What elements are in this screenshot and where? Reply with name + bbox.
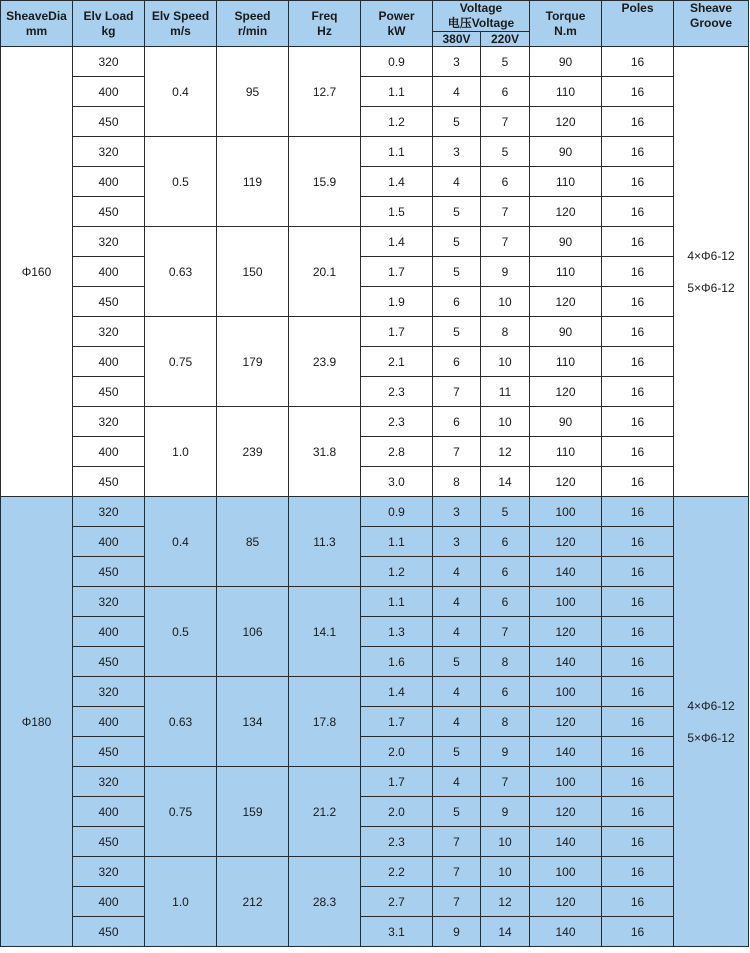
torque-cell: 120: [530, 527, 602, 557]
voltage-220-cell: 10: [481, 857, 530, 887]
voltage-380-cell: 6: [433, 347, 481, 377]
torque-cell: 120: [530, 107, 602, 137]
elv-load-cell: 320: [73, 497, 145, 527]
freq-cell: 15.9: [289, 137, 361, 227]
header-unit: m/s: [170, 23, 191, 38]
header-label-cn: 电压Voltage: [447, 16, 515, 30]
elv-load-cell: 450: [73, 737, 145, 767]
voltage-380-cell: 4: [433, 77, 481, 107]
freq-cell: 28.3: [289, 857, 361, 947]
elv-load-cell: 400: [73, 617, 145, 647]
torque-cell: 90: [530, 407, 602, 437]
table-row: [1, 227, 749, 257]
table-row: [1, 827, 749, 857]
elv-speed-cell: 1.0: [145, 857, 217, 947]
voltage-380-cell: 7: [433, 377, 481, 407]
header-label: Elv Load: [83, 8, 134, 23]
power-cell: 1.6: [361, 647, 433, 677]
torque-cell: 100: [530, 587, 602, 617]
header-220v: 220V: [481, 32, 530, 47]
torque-cell: 140: [530, 737, 602, 767]
table-row: [1, 587, 749, 617]
voltage-380-cell: 4: [433, 767, 481, 797]
voltage-220-cell: 7: [481, 767, 530, 797]
table-row: [1, 377, 749, 407]
voltage-380-cell: 6: [433, 287, 481, 317]
groove-spec: 4×Φ6-12: [687, 698, 735, 713]
elv-load-cell: 320: [73, 407, 145, 437]
table-row: [1, 767, 749, 797]
table-row: [1, 197, 749, 227]
torque-cell: 110: [530, 167, 602, 197]
poles-cell: 16: [602, 677, 674, 707]
torque-cell: 90: [530, 47, 602, 77]
poles-cell: 16: [602, 407, 674, 437]
header-freq: [289, 1, 361, 47]
poles-cell: 16: [602, 437, 674, 467]
header-elv-load: [73, 1, 145, 47]
header-voltage: [433, 1, 530, 32]
voltage-220-cell: 12: [481, 437, 530, 467]
voltage-220-cell: 6: [481, 167, 530, 197]
header-label: Freq: [311, 8, 338, 23]
speed-cell: 95: [217, 47, 289, 137]
power-cell: 0.9: [361, 497, 433, 527]
freq-cell: 17.8: [289, 677, 361, 767]
header-label: Speed: [234, 8, 271, 23]
power-cell: 2.0: [361, 797, 433, 827]
voltage-380-cell: 5: [433, 107, 481, 137]
table-row: [1, 917, 749, 947]
voltage-220-cell: 8: [481, 707, 530, 737]
header-label: Elv Speed: [151, 8, 210, 23]
voltage-380-cell: 5: [433, 647, 481, 677]
torque-cell: 120: [530, 377, 602, 407]
speed-cell: 106: [217, 587, 289, 677]
torque-cell: 120: [530, 797, 602, 827]
poles-cell: 16: [602, 767, 674, 797]
poles-cell: 16: [602, 497, 674, 527]
elv-load-cell: 320: [73, 677, 145, 707]
header-label: Voltage: [459, 1, 503, 15]
power-cell: 2.3: [361, 827, 433, 857]
voltage-380-cell: 5: [433, 797, 481, 827]
poles-cell: 16: [602, 467, 674, 497]
torque-cell: 120: [530, 887, 602, 917]
torque-cell: 90: [530, 227, 602, 257]
voltage-220-cell: 10: [481, 827, 530, 857]
elv-load-cell: 450: [73, 107, 145, 137]
speed-cell: 119: [217, 137, 289, 227]
torque-cell: 140: [530, 917, 602, 947]
voltage-220-cell: 7: [481, 197, 530, 227]
poles-cell: 16: [602, 77, 674, 107]
header-power: [361, 1, 433, 47]
speed-cell: 150: [217, 227, 289, 317]
freq-cell: 14.1: [289, 587, 361, 677]
freq-cell: 12.7: [289, 47, 361, 137]
elv-load-cell: 400: [73, 167, 145, 197]
freq-cell: 11.3: [289, 497, 361, 587]
elv-load-cell: 320: [73, 317, 145, 347]
elv-speed-cell: 1.0: [145, 407, 217, 497]
power-cell: 1.4: [361, 227, 433, 257]
table-row: [1, 467, 749, 497]
elv-speed-cell: 0.75: [145, 317, 217, 407]
poles-cell: 16: [602, 617, 674, 647]
sheave-groove-cell: [674, 47, 749, 497]
header-elv-speed: [145, 1, 217, 47]
table-row: [1, 557, 749, 587]
freq-cell: 31.8: [289, 407, 361, 497]
group-phi180: [1, 497, 749, 947]
power-cell: 1.4: [361, 677, 433, 707]
voltage-220-cell: 7: [481, 227, 530, 257]
elv-speed-cell: 0.4: [145, 497, 217, 587]
poles-cell: 16: [602, 737, 674, 767]
voltage-220-cell: 5: [481, 497, 530, 527]
power-cell: 1.3: [361, 617, 433, 647]
table-row: [1, 887, 749, 917]
voltage-220-cell: 6: [481, 77, 530, 107]
speed-cell: 179: [217, 317, 289, 407]
elv-load-cell: 450: [73, 467, 145, 497]
poles-cell: 16: [602, 227, 674, 257]
elv-load-cell: 450: [73, 647, 145, 677]
voltage-380-cell: 3: [433, 47, 481, 77]
speed-cell: 85: [217, 497, 289, 587]
power-cell: 1.1: [361, 527, 433, 557]
voltage-380-cell: 4: [433, 587, 481, 617]
power-cell: 2.8: [361, 437, 433, 467]
voltage-220-cell: 6: [481, 557, 530, 587]
elv-speed-cell: 0.63: [145, 677, 217, 767]
poles-cell: 16: [602, 197, 674, 227]
elv-load-cell: 320: [73, 227, 145, 257]
torque-cell: 100: [530, 497, 602, 527]
sheave-groove-cell: [674, 497, 749, 947]
torque-cell: 110: [530, 437, 602, 467]
table-row: [1, 347, 749, 377]
voltage-220-cell: 6: [481, 587, 530, 617]
voltage-220-cell: 10: [481, 287, 530, 317]
header-unit: Hz: [317, 23, 332, 38]
table-row: [1, 707, 749, 737]
elv-speed-cell: 0.4: [145, 47, 217, 137]
power-cell: 0.9: [361, 47, 433, 77]
table-row: [1, 527, 749, 557]
elv-load-cell: 320: [73, 137, 145, 167]
voltage-220-cell: 9: [481, 257, 530, 287]
header-poles: [602, 1, 674, 47]
elv-load-cell: 400: [73, 437, 145, 467]
voltage-220-cell: 9: [481, 797, 530, 827]
voltage-380-cell: 8: [433, 467, 481, 497]
voltage-380-cell: 5: [433, 227, 481, 257]
table-row: [1, 77, 749, 107]
elv-speed-cell: 0.75: [145, 767, 217, 857]
torque-cell: 100: [530, 857, 602, 887]
table-row: [1, 317, 749, 347]
power-cell: 1.7: [361, 257, 433, 287]
table-row: [1, 107, 749, 137]
table-row: [1, 857, 749, 887]
elv-load-cell: 320: [73, 857, 145, 887]
freq-cell: 21.2: [289, 767, 361, 857]
elv-speed-cell: 0.63: [145, 227, 217, 317]
torque-cell: 100: [530, 767, 602, 797]
torque-cell: 110: [530, 257, 602, 287]
table-row: [1, 257, 749, 287]
power-cell: 3.0: [361, 467, 433, 497]
torque-cell: 110: [530, 77, 602, 107]
torque-cell: 120: [530, 617, 602, 647]
speed-cell: 134: [217, 677, 289, 767]
voltage-220-cell: 10: [481, 347, 530, 377]
voltage-220-cell: 8: [481, 647, 530, 677]
elv-load-cell: 320: [73, 587, 145, 617]
voltage-220-cell: 5: [481, 47, 530, 77]
power-cell: 1.2: [361, 557, 433, 587]
elv-load-cell: 450: [73, 197, 145, 227]
elv-speed-cell: 0.5: [145, 587, 217, 677]
poles-cell: 16: [602, 257, 674, 287]
header-380v: 380V: [433, 32, 481, 47]
power-cell: 2.1: [361, 347, 433, 377]
header-unit: N.m: [554, 23, 577, 38]
table-row: [1, 137, 749, 167]
speed-cell: 159: [217, 767, 289, 857]
elv-load-cell: 400: [73, 257, 145, 287]
header-sheave-groove: [674, 1, 749, 47]
voltage-380-cell: 4: [433, 677, 481, 707]
elv-load-cell: 320: [73, 767, 145, 797]
torque-cell: 90: [530, 317, 602, 347]
header-unit: mm: [25, 23, 48, 38]
table-row: [1, 797, 749, 827]
voltage-380-cell: 6: [433, 407, 481, 437]
poles-cell: 16: [602, 857, 674, 887]
poles-cell: 16: [602, 707, 674, 737]
power-cell: 2.3: [361, 407, 433, 437]
table-row: [1, 647, 749, 677]
elv-load-cell: 450: [73, 287, 145, 317]
voltage-220-cell: 11: [481, 377, 530, 407]
speed-cell: 239: [217, 407, 289, 497]
poles-cell: 16: [602, 287, 674, 317]
voltage-380-cell: 3: [433, 137, 481, 167]
power-cell: 1.1: [361, 137, 433, 167]
header-label: Power: [378, 8, 415, 23]
torque-cell: 110: [530, 347, 602, 377]
power-cell: 2.7: [361, 887, 433, 917]
voltage-220-cell: 6: [481, 527, 530, 557]
voltage-380-cell: 4: [433, 167, 481, 197]
voltage-220-cell: 5: [481, 137, 530, 167]
torque-cell: 120: [530, 707, 602, 737]
sheave-dia-cell: Φ160: [1, 47, 73, 497]
voltage-380-cell: 9: [433, 917, 481, 947]
voltage-220-cell: 6: [481, 677, 530, 707]
table-row: [1, 677, 749, 707]
voltage-380-cell: 7: [433, 827, 481, 857]
power-cell: 2.0: [361, 737, 433, 767]
voltage-220-cell: 7: [481, 107, 530, 137]
power-cell: 1.1: [361, 77, 433, 107]
voltage-380-cell: 4: [433, 557, 481, 587]
torque-cell: 140: [530, 827, 602, 857]
elv-load-cell: 450: [73, 557, 145, 587]
elv-load-cell: 320: [73, 47, 145, 77]
power-cell: 1.7: [361, 707, 433, 737]
voltage-380-cell: 5: [433, 197, 481, 227]
header-label: SheaveDia: [6, 8, 67, 23]
elv-load-cell: 400: [73, 707, 145, 737]
power-cell: 3.1: [361, 917, 433, 947]
torque-cell: 120: [530, 467, 602, 497]
table-header: [1, 1, 749, 47]
freq-cell: 23.9: [289, 317, 361, 407]
elv-load-cell: 400: [73, 797, 145, 827]
header-sheave-dia: [1, 1, 73, 47]
voltage-220-cell: 7: [481, 617, 530, 647]
elv-load-cell: 450: [73, 917, 145, 947]
sheave-dia-cell: Φ180: [1, 497, 73, 947]
voltage-380-cell: 4: [433, 707, 481, 737]
groove-spec: 5×Φ6-12: [687, 730, 735, 745]
table-row: [1, 437, 749, 467]
elv-speed-cell: 0.5: [145, 137, 217, 227]
power-cell: 1.4: [361, 167, 433, 197]
header-torque: [530, 1, 602, 47]
voltage-220-cell: 10: [481, 407, 530, 437]
table-row: [1, 287, 749, 317]
poles-cell: 16: [602, 887, 674, 917]
poles-cell: 16: [602, 377, 674, 407]
power-cell: 1.5: [361, 197, 433, 227]
poles-cell: 16: [602, 317, 674, 347]
poles-cell: 16: [602, 47, 674, 77]
torque-cell: 100: [530, 677, 602, 707]
poles-cell: 16: [602, 557, 674, 587]
group-phi160: [1, 47, 749, 497]
voltage-380-cell: 5: [433, 317, 481, 347]
voltage-380-cell: 5: [433, 257, 481, 287]
elv-load-cell: 400: [73, 347, 145, 377]
header-unit: r/min: [237, 23, 268, 38]
table-row: [1, 47, 749, 77]
power-cell: 1.9: [361, 287, 433, 317]
header-label: Poles: [621, 1, 654, 15]
voltage-220-cell: 8: [481, 317, 530, 347]
elv-load-cell: 400: [73, 77, 145, 107]
groove-spec: 4×Φ6-12: [687, 248, 735, 263]
torque-cell: 120: [530, 287, 602, 317]
groove-spec: 5×Φ6-12: [687, 280, 735, 295]
voltage-380-cell: 5: [433, 737, 481, 767]
elv-load-cell: 400: [73, 527, 145, 557]
poles-cell: 16: [602, 587, 674, 617]
torque-cell: 90: [530, 137, 602, 167]
poles-cell: 16: [602, 167, 674, 197]
speed-cell: 212: [217, 857, 289, 947]
poles-cell: 16: [602, 137, 674, 167]
voltage-380-cell: 7: [433, 857, 481, 887]
power-cell: 1.7: [361, 317, 433, 347]
voltage-220-cell: 12: [481, 887, 530, 917]
poles-cell: 16: [602, 647, 674, 677]
torque-cell: 140: [530, 647, 602, 677]
header-unit: kW: [387, 23, 406, 38]
power-cell: 1.2: [361, 107, 433, 137]
power-cell: 1.1: [361, 587, 433, 617]
power-cell: 1.7: [361, 767, 433, 797]
voltage-220-cell: 14: [481, 917, 530, 947]
elv-load-cell: 400: [73, 887, 145, 917]
voltage-380-cell: 7: [433, 887, 481, 917]
table-row: [1, 407, 749, 437]
voltage-220-cell: 9: [481, 737, 530, 767]
poles-cell: 16: [602, 827, 674, 857]
poles-cell: 16: [602, 107, 674, 137]
voltage-380-cell: 7: [433, 437, 481, 467]
table-row: [1, 617, 749, 647]
header-unit: kg: [101, 23, 116, 38]
table-row: [1, 497, 749, 527]
voltage-380-cell: 4: [433, 617, 481, 647]
header-label: Sheave: [690, 1, 733, 15]
header-speed: [217, 1, 289, 47]
poles-cell: 16: [602, 797, 674, 827]
elv-load-cell: 450: [73, 377, 145, 407]
voltage-380-cell: 3: [433, 497, 481, 527]
poles-cell: 16: [602, 347, 674, 377]
table-row: [1, 167, 749, 197]
elv-load-cell: 450: [73, 827, 145, 857]
poles-cell: 16: [602, 917, 674, 947]
header-label-2: Groove: [690, 16, 733, 30]
table-row: [1, 737, 749, 767]
header-label: Torque: [545, 8, 586, 23]
power-cell: 2.3: [361, 377, 433, 407]
torque-cell: 140: [530, 557, 602, 587]
voltage-220-cell: 14: [481, 467, 530, 497]
power-cell: 2.2: [361, 857, 433, 887]
torque-cell: 120: [530, 197, 602, 227]
voltage-380-cell: 3: [433, 527, 481, 557]
poles-cell: 16: [602, 527, 674, 557]
freq-cell: 20.1: [289, 227, 361, 317]
